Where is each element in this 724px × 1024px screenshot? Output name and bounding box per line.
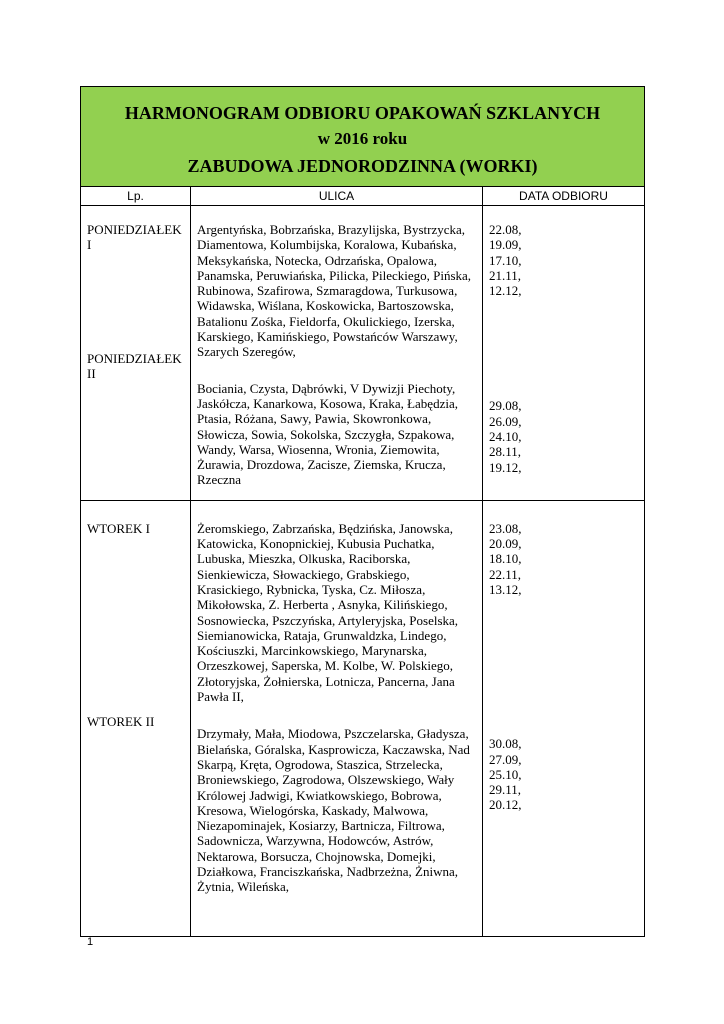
- dates-cell: [483, 500, 645, 936]
- table-row-poniedzialek: [81, 206, 645, 501]
- title-line-1: HARMONOGRAM ODBIORU OPAKOWAŃ SZKLANYCH: [124, 103, 601, 123]
- table-row-wtorek: [81, 500, 645, 936]
- streets-poniedzialek-1: Argentyńska, Bobrzańska, Brazylijska, Bystrzycka, Diamentowa, Kolumbijska, Koralowa, Kubańska, Meksykańska, Notecka, Odrzańska, Opalowa, Panamska, Peruwiańska, Pilicka, Pileckiego, Pińska, Rubinowa, Szafirowa, Szmaragdowa, Turkusowa, Widawska, Wiślana, Koskowicka, Bartoszowska, Batalionu Zośka, Fieldorfa, Okulickiego, Izerska, Karskiego, Kamińskiego, Powstańców Warszawy, Szarych Szeregów,: [197, 222, 472, 360]
- date-item: 27.09,: [489, 751, 522, 767]
- header-lp: Lp.: [81, 187, 191, 206]
- date-item: 30.08,: [489, 736, 522, 752]
- date-item: 28.11,: [489, 444, 522, 460]
- day-label-poniedzialek-1: PONIEDZIAŁEK I: [87, 222, 182, 253]
- date-item: 20.12,: [489, 797, 522, 813]
- title-line-3: ZABUDOWA JEDNORODZINNA (WORKI): [187, 156, 538, 176]
- dates-poniedzialek-1: [489, 222, 642, 298]
- title-banner: [81, 87, 645, 187]
- date-item: 29.11,: [489, 782, 522, 798]
- day-label-poniedzialek-2: PONIEDZIAŁEK II: [87, 350, 182, 381]
- date-item: 12.12,: [489, 283, 522, 299]
- date-item: 17.10,: [489, 252, 522, 268]
- title-line-2: w 2016 roku: [317, 129, 408, 148]
- date-item: 23.08,: [489, 520, 522, 536]
- date-item: 22.08,: [489, 222, 522, 237]
- streets-wtorek-2: Drzymały, Mała, Miodowa, Pszczelarska, Gładysza, Bielańska, Góralska, Kasprowicza, Kaczawska, Nad Skarpą, Kręta, Ogrodowa, Staszica, Strzelecka, Broniewskiego, Zagrodowa, Olszewskiego, Wały Królowej Jadwigi, Kwiatkowskiego, Bobrowa, Kresowa, Wielogórska, Kaskady, Malwowa, Niezapominajek, Kosiarzy, Bartnicza, Filtrowa, Sadownicza, Warzywna, Hodowców, Astrów, Nektarowa, Borsucza, Chojnowska, Domejki, Działkowa, Franciszkańska, Nadbrzeżna, Żniwna, Żytnia, Wileńska,: [197, 726, 470, 895]
- page-number: 1: [87, 936, 94, 948]
- header-row: [81, 187, 645, 206]
- date-item: 26.09,: [489, 413, 522, 429]
- dates-wtorek-1: [489, 521, 642, 597]
- day-cell: [81, 500, 191, 936]
- date-item: 24.10,: [489, 429, 522, 445]
- header-data-odbioru: DATA ODBIORU: [483, 187, 645, 206]
- date-item: 19.12,: [489, 459, 522, 475]
- date-item: 22.11,: [489, 566, 522, 582]
- streets-cell: [191, 206, 483, 501]
- streets-cell: [191, 500, 483, 936]
- date-item: 25.10,: [489, 766, 522, 782]
- day-label-wtorek-2: WTOREK II: [87, 714, 155, 730]
- schedule-table: [80, 86, 645, 937]
- day-cell: [81, 206, 191, 501]
- date-item: 18.10,: [489, 551, 522, 567]
- date-item: 13.12,: [489, 581, 522, 597]
- header-ulica: ULICA: [191, 187, 483, 206]
- date-item: 29.08,: [489, 398, 522, 414]
- streets-poniedzialek-2: Bociania, Czysta, Dąbrówki, V Dywizji Piechoty, Jaskółcza, Kanarkowa, Kosowa, Kraka, Łabędzia, Ptasia, Różana, Sawy, Pawia, Skowronkowa, Słowicza, Sowia, Sokolska, Szczygła, Szpakowa, Wandy, Warsa, Wiosenna, Wronia, Ziemowita, Żurawia, Drozdowa, Zacisze, Ziemska, Krucza, Rzeczna: [197, 380, 458, 488]
- dates-poniedzialek-2: [489, 398, 642, 474]
- dates-cell: [483, 206, 645, 501]
- date-item: 19.09,: [489, 237, 522, 253]
- date-item: 20.09,: [489, 536, 522, 552]
- day-label-wtorek-1: WTOREK I: [87, 520, 150, 536]
- dates-wtorek-2: [489, 736, 642, 812]
- streets-wtorek-1: Żeromskiego, Zabrzańska, Będzińska, Janowska, Katowicka, Konopnickiej, Kubusia Puchatka, Lubuska, Mieszka, Olkuska, Raciborska, Sienkiewicza, Słowackiego, Grabskiego, Krasickiego, Rybnicka, Tyska, Cz. Miłosza, Mikołowska, Z. Herberta , Asnyka, Kilińskiego, Sosnowiecka, Pszczyńska, Artyleryjska, Poselska, Siemianowicka, Rataja, Grunwaldzka, Lindego, Kościuszki, Marcinkowskiego, Marynarska, Orzeszkowej, Saperska, M. Kolbe, W. Polskiego, Złotoryjska, Żołnierska, Lotnicza, Pancerna, Jana Pawła II,: [197, 520, 459, 705]
- date-item: 21.11,: [489, 267, 522, 283]
